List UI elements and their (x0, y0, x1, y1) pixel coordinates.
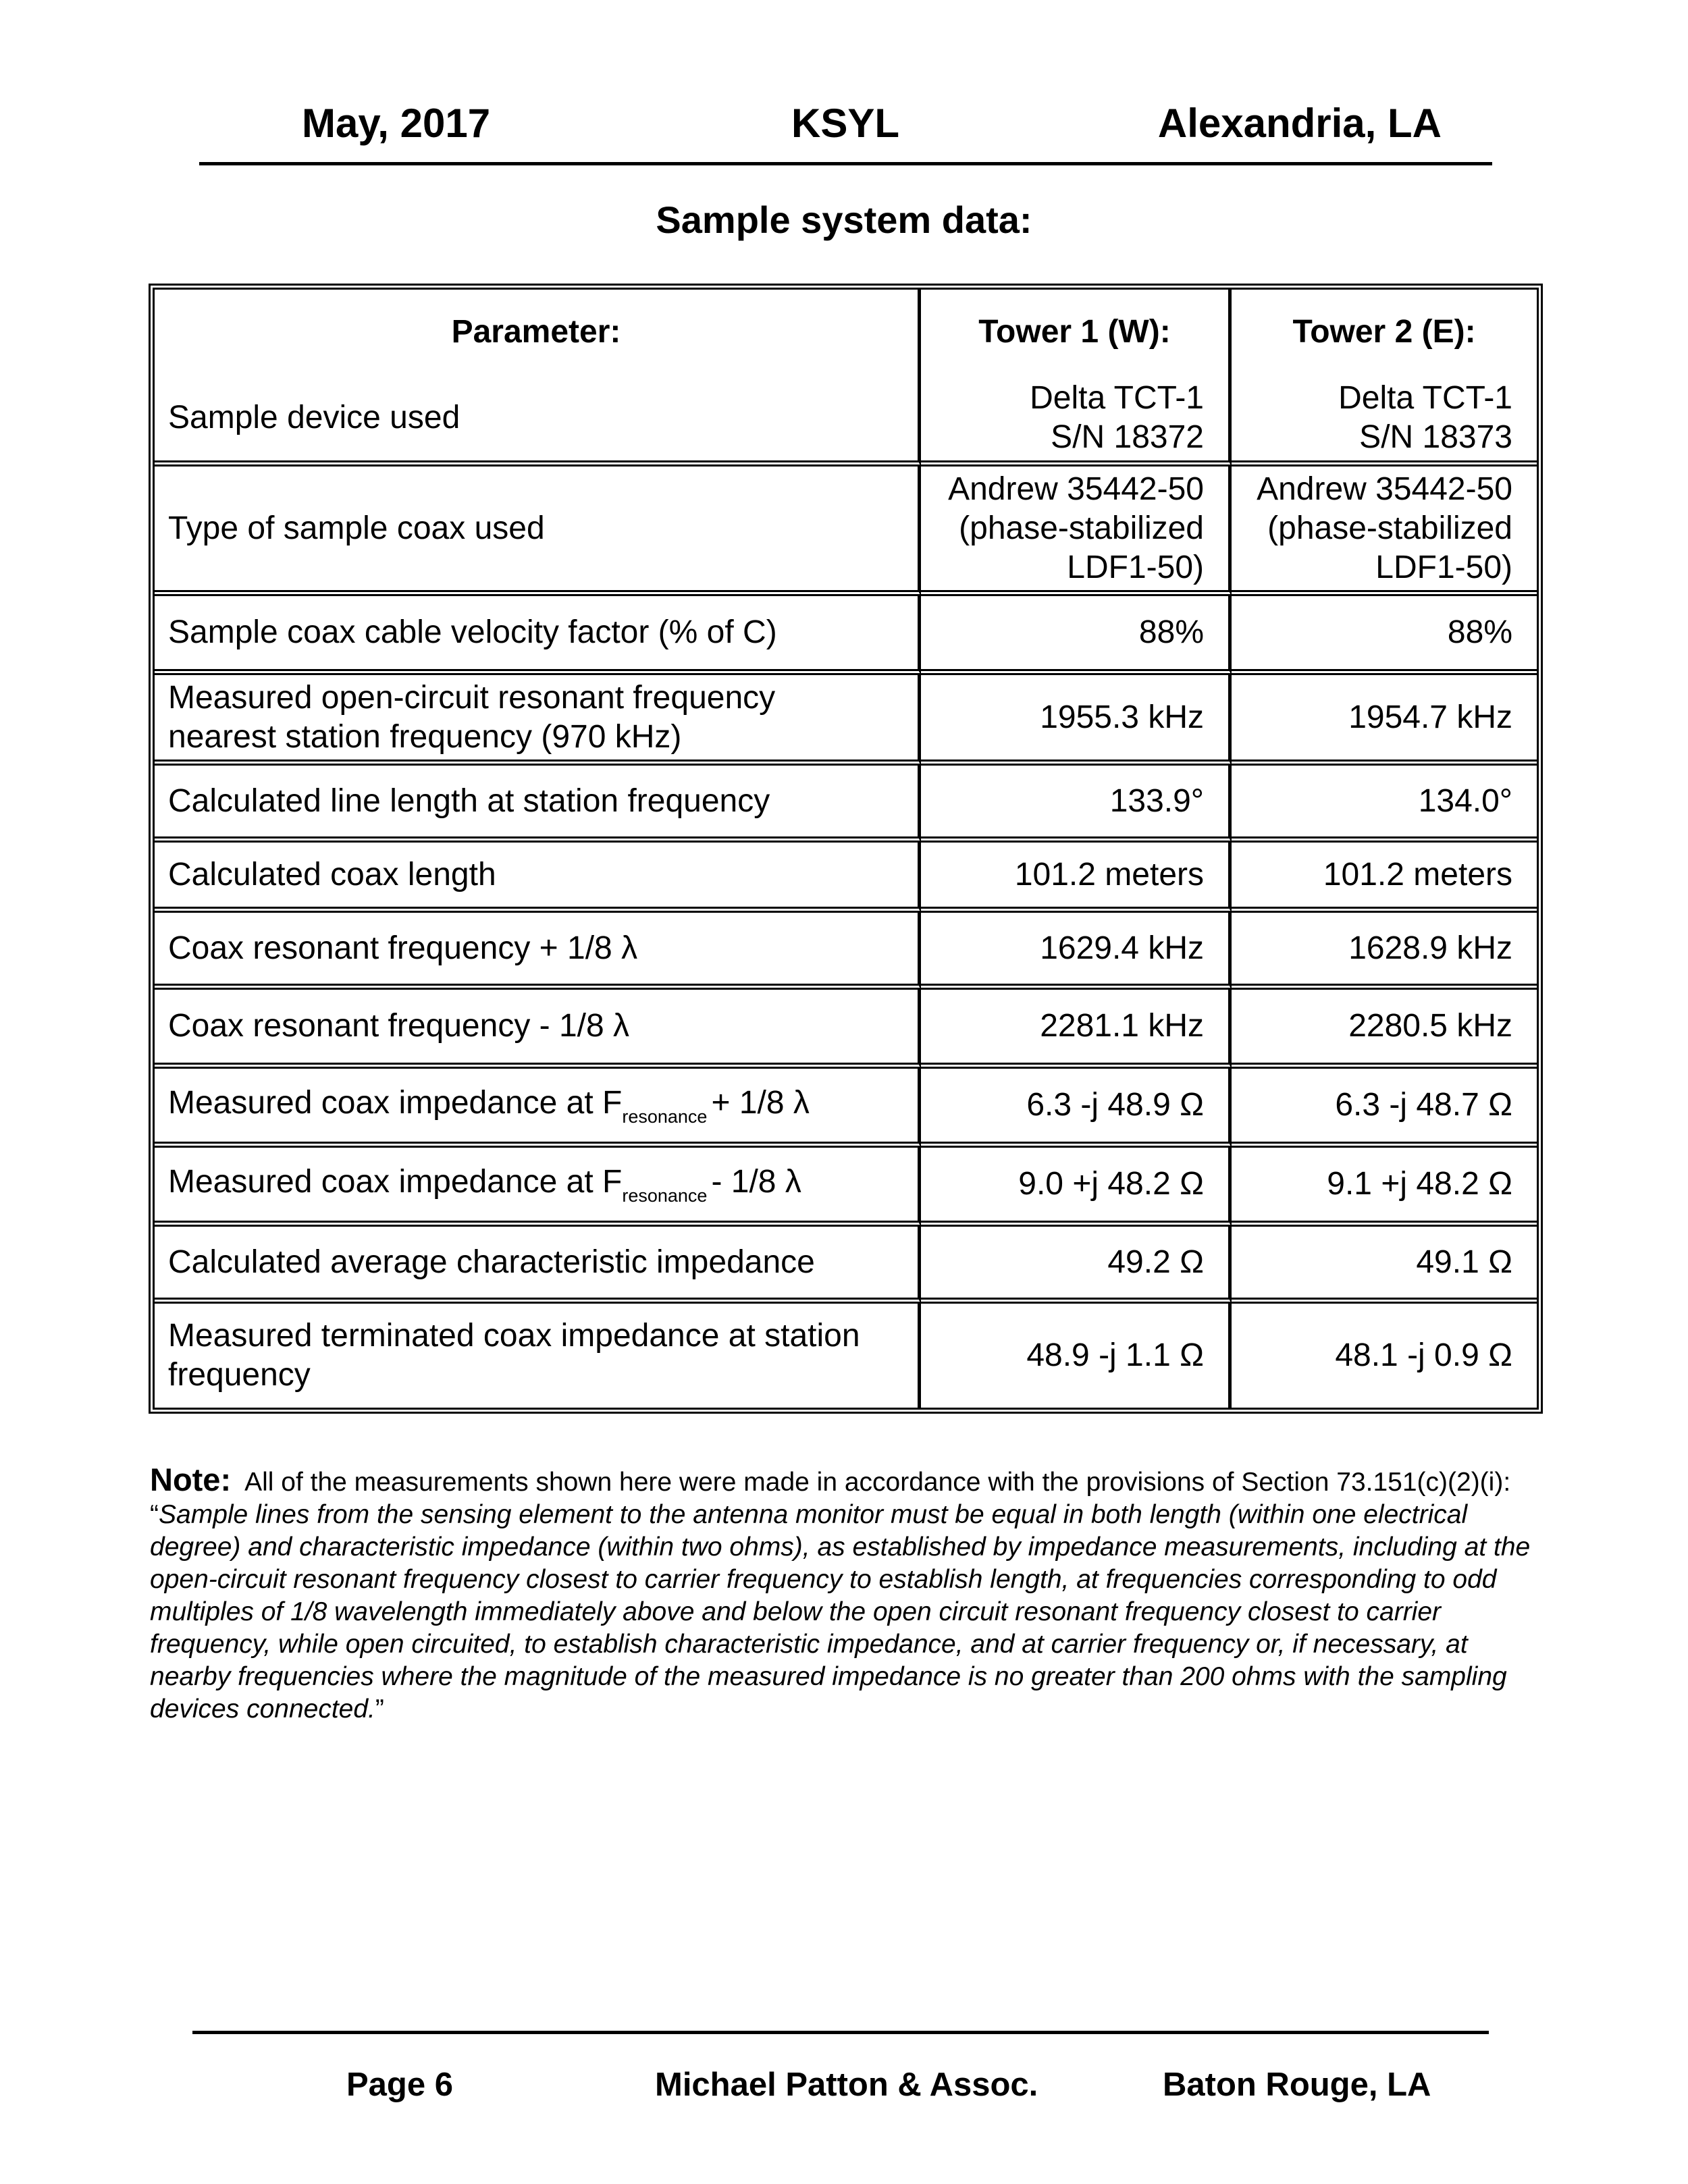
parameter-line: frequency (168, 1357, 311, 1393)
value-line: 9.0 +j 48.2 Ω (1018, 1166, 1204, 1202)
table-row (155, 375, 1537, 467)
value-line: LDF1-50) (1375, 549, 1512, 585)
tower-2-value-cell (1232, 913, 1537, 990)
footer-firm: Michael Patton & Assoc. (655, 2067, 1038, 2103)
tower-2-value-cell (1232, 1069, 1537, 1148)
tower-1-value-cell (921, 766, 1232, 843)
table-row (155, 990, 1537, 1069)
value-line: LDF1-50) (1067, 549, 1204, 585)
parameter-cell (155, 766, 921, 843)
parameter-cell (155, 843, 921, 913)
tower-1-value-cell (921, 1069, 1232, 1148)
table-row (155, 1148, 1537, 1227)
page-header (199, 95, 1492, 165)
tower-1-value-cell (921, 375, 1232, 467)
parameter-line: Measured open-circuit resonant frequency (168, 679, 776, 716)
value-line: 6.3 -j 48.7 Ω (1335, 1087, 1512, 1123)
value-line: 2280.5 kHz (1348, 1008, 1512, 1044)
parameter-text: Type of sample coax used (168, 510, 545, 546)
note-close: ” (375, 1695, 384, 1724)
parameter-cell (155, 467, 921, 596)
note-label: Note: (150, 1462, 232, 1497)
parameter-cell (155, 1304, 921, 1408)
tower-1-value-cell (921, 1227, 1232, 1304)
parameter-subscript: resonance (622, 1107, 708, 1127)
footer-page: Page 6 (346, 2067, 453, 2103)
tower-2-value-cell (1232, 1304, 1537, 1408)
tower-2-value-cell (1232, 467, 1537, 596)
value-line: 1954.7 kHz (1348, 699, 1512, 735)
parameter-text: Measured coax impedance at F (168, 1164, 623, 1200)
tower-2-value-cell (1232, 990, 1537, 1069)
value-line: Andrew 35442-50 (948, 471, 1204, 507)
table-row (155, 843, 1537, 913)
footer-city: Baton Rouge, LA (1163, 2067, 1431, 2103)
column-header-parameter: Parameter: (155, 290, 921, 375)
value-line: 48.9 -j 1.1 Ω (1026, 1337, 1204, 1373)
value-line: S/N 18373 (1359, 419, 1512, 455)
sample-data-table (149, 284, 1543, 1414)
parameter-text: + 1/8 λ (711, 1085, 810, 1121)
tower-1-value-cell (921, 843, 1232, 913)
value-line: Delta TCT-1 (1338, 379, 1512, 416)
value-line: 6.3 -j 48.9 Ω (1026, 1087, 1204, 1123)
value-line: (phase-stabilized (1267, 510, 1512, 546)
tower-1-value-cell (921, 467, 1232, 596)
column-header-tower-1: Tower 1 (W): (921, 290, 1232, 375)
table-header-row (155, 290, 1537, 375)
tower-2-value-cell (1232, 766, 1537, 843)
parameter-text: Coax resonant frequency + 1/8 λ (168, 930, 638, 966)
note-paragraph (150, 1464, 1554, 1726)
parameter-cell (155, 596, 921, 675)
value-line: 49.1 Ω (1416, 1244, 1512, 1280)
table-row (155, 675, 1537, 766)
table-row (155, 766, 1537, 843)
section-title: Sample system data: (656, 198, 1032, 241)
tower-2-value-cell (1232, 675, 1537, 766)
note-intro: All of the measurements shown here were made in accordance with the provisions of Section 73.151(c)(2)(i): “ (150, 1468, 1511, 1529)
value-line: 9.1 +j 48.2 Ω (1327, 1166, 1512, 1202)
value-line: 134.0° (1418, 782, 1512, 819)
tower-1-value-cell (921, 596, 1232, 675)
parameter-cell (155, 1148, 921, 1227)
tower-1-value-cell (921, 1148, 1232, 1227)
parameter-text: Calculated line length at station frequency (168, 782, 770, 819)
header-date: May, 2017 (302, 101, 491, 146)
value-line: Delta TCT-1 (1030, 379, 1204, 416)
parameter-text: Sample device used (168, 399, 460, 435)
value-line: 133.9° (1109, 782, 1204, 819)
header-location: Alexandria, LA (1157, 101, 1442, 146)
parameter-subscript: resonance (622, 1186, 708, 1206)
value-line: 88% (1447, 614, 1512, 650)
tower-1-value-cell (921, 675, 1232, 766)
parameter-cell (155, 375, 921, 467)
parameter-text: Sample coax cable velocity factor (% of C) (168, 614, 777, 650)
parameter-line: Measured terminated coax impedance at station (168, 1318, 860, 1354)
tower-2-value-cell (1232, 1148, 1537, 1227)
column-header-tower-2: Tower 2 (E): (1292, 314, 1476, 350)
parameter-line: nearest station frequency (970 kHz) (168, 718, 682, 755)
value-line: Andrew 35442-50 (1257, 471, 1512, 507)
tower-2-value-cell (1232, 375, 1537, 467)
parameter-cell (155, 1227, 921, 1304)
parameter-text: Calculated average characteristic impedance (168, 1244, 815, 1280)
tower-2-value-cell (1232, 596, 1537, 675)
parameter-text: - 1/8 λ (711, 1164, 801, 1200)
tower-2-value-cell (1232, 1227, 1537, 1304)
table-row (155, 1227, 1537, 1304)
value-line: 48.1 -j 0.9 Ω (1335, 1337, 1512, 1373)
parameter-cell (155, 913, 921, 990)
value-line: 101.2 meters (1323, 856, 1512, 893)
parameter-text: Coax resonant frequency - 1/8 λ (168, 1008, 630, 1044)
value-line: 88% (1138, 614, 1204, 650)
parameter-text: Measured coax impedance at F (168, 1085, 623, 1121)
parameter-cell (155, 1069, 921, 1148)
table-row (155, 1304, 1537, 1408)
value-line: 101.2 meters (1014, 856, 1204, 893)
value-line: 1955.3 kHz (1040, 699, 1204, 735)
value-line: 1628.9 kHz (1348, 930, 1512, 966)
value-line: (phase-stabilized (959, 510, 1204, 546)
table-row (155, 596, 1537, 675)
parameter-text: Calculated coax length (168, 856, 496, 893)
table-row (155, 1069, 1537, 1148)
note-quote: Sample lines from the sensing element to the antenna monitor must be equal in both length (within one electrical degree) and characteristic impedance (within two ohms), as established by impedance measurements, including at the open-circuit resonant frequency closest to carrier frequency to establish length, at frequencies corresponding to odd multiples of 1/8 wavelength immediately above and below the open circuit resonant frequency closest to carrier frequency, while open circuited, to establish characteristic impedance, and at carrier frequency or, if necessary, at nearby frequencies where the magnitude of the measured impedance is no greater than 200 ohms with the sampling devices connected. (150, 1500, 1531, 1724)
footer-divider (192, 2031, 1489, 2034)
tower-2-value-cell (1232, 843, 1537, 913)
tower-1-value-cell (921, 913, 1232, 990)
parameter-cell (155, 675, 921, 766)
table-row (155, 913, 1537, 990)
header-station: KSYL (791, 101, 900, 146)
value-line: 49.2 Ω (1107, 1244, 1204, 1280)
parameter-cell (155, 990, 921, 1069)
value-line: 2281.1 kHz (1040, 1008, 1204, 1044)
tower-1-value-cell (921, 1304, 1232, 1408)
value-line: S/N 18372 (1051, 419, 1204, 455)
value-line: 1629.4 kHz (1040, 930, 1204, 966)
table-row (155, 467, 1537, 596)
tower-1-value-cell (921, 990, 1232, 1069)
